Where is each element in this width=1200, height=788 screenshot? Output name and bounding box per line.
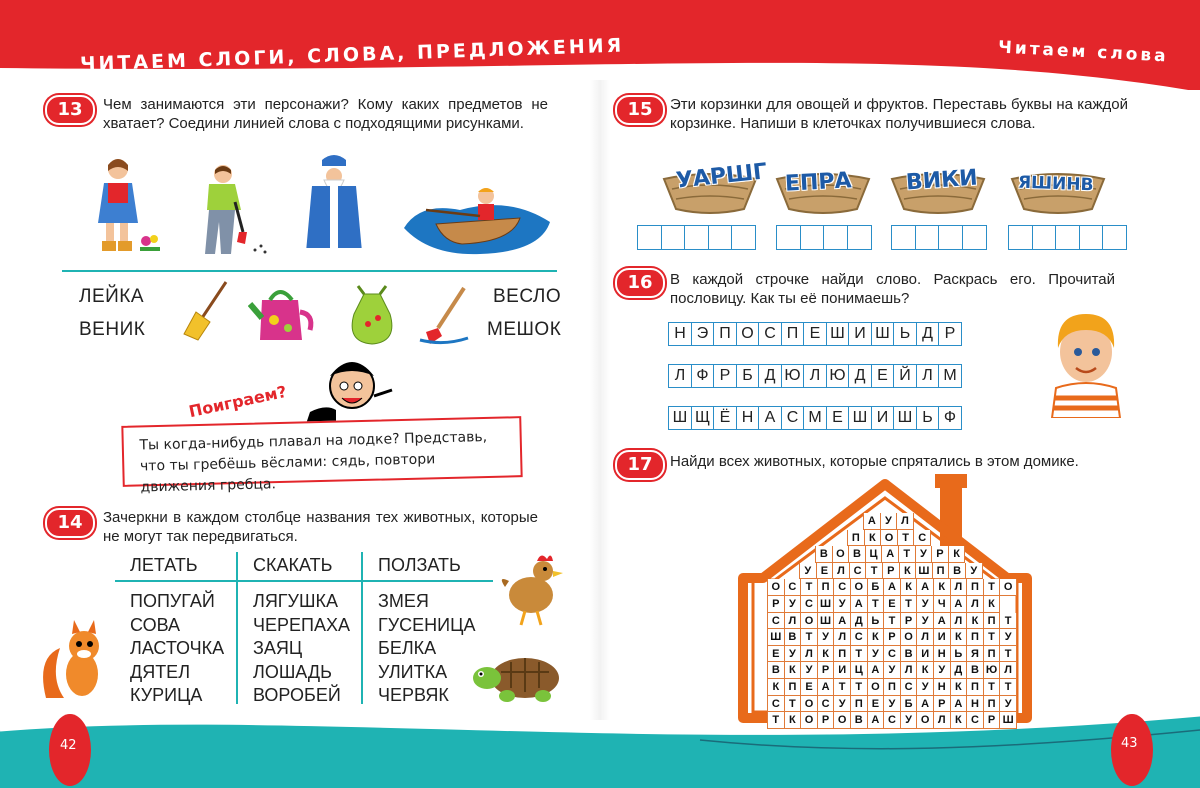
column-items-jump: ЛЯГУШКА ЧЕРЕПАХА ЗАЯЦ ЛОШАДЬ ВОРОБЕЙ bbox=[253, 591, 350, 705]
column-head-underline bbox=[115, 580, 493, 582]
page-number-left: 42 bbox=[60, 738, 77, 753]
turtle-illustration bbox=[467, 648, 567, 706]
basket-1-letters: УАРШГ bbox=[674, 159, 769, 194]
grid-row-9: Е У Л К П Т У С В И Н Ь Я П Т bbox=[767, 646, 1017, 663]
page-number-right: 43 bbox=[1121, 736, 1138, 751]
task-number-13: 13 bbox=[45, 95, 95, 125]
column-items-crawl: ЗМЕЯ ГУСЕНИЦА БЕЛКА УЛИТКА ЧЕРВЯК bbox=[378, 591, 476, 705]
divider-line-13 bbox=[62, 270, 557, 272]
grid-row-11: К П Е А Т Т О П С У Н К П Т Т bbox=[767, 679, 1017, 696]
page-title-left: ЧИТАЕМ СЛОГИ, СЛОВА, ПРЕДЛОЖЕНИЯ bbox=[79, 34, 625, 76]
task-number-14: 14 bbox=[45, 508, 95, 538]
grid-row-7: С Л О Ш А Д Ь Т Р У А Л К П Т bbox=[767, 613, 1017, 630]
squirrel-illustration bbox=[40, 618, 110, 703]
letter-row-2[interactable]: Л Ф Р Б Д Ю Л Ю Д Е Й Л М bbox=[668, 364, 961, 388]
grid-row-3: В О В Ц А Т У Р К bbox=[815, 546, 965, 563]
broom-icon bbox=[182, 280, 230, 342]
hen-illustration bbox=[497, 547, 567, 629]
sack-icon bbox=[344, 284, 400, 346]
task-number-16: 16 bbox=[615, 268, 665, 298]
basket-3-letters: ВИКИ bbox=[905, 165, 979, 196]
column-divider-1 bbox=[236, 552, 238, 704]
cartoon-boy-illustration bbox=[296, 352, 396, 424]
answer-boxes-3[interactable] bbox=[891, 225, 985, 250]
grid-row-2: П К О Т С bbox=[847, 530, 931, 547]
column-head-fly: ЛЕТАТЬ bbox=[130, 555, 198, 575]
grid-row-12: С Т О С У П Е У Б А Р А Н П У bbox=[767, 696, 1017, 713]
answer-boxes-2[interactable] bbox=[776, 225, 870, 250]
grid-row-1: А У Л bbox=[863, 513, 914, 530]
column-divider-2 bbox=[361, 552, 363, 704]
curly-boy-illustration bbox=[1048, 308, 1124, 418]
oar-icon bbox=[418, 286, 470, 346]
task-number-15: 15 bbox=[615, 95, 665, 125]
letter-row-3[interactable]: Ш Щ Ё Н А С М Е Ш И Ш Ь Ф bbox=[668, 406, 961, 430]
grid-row-10: В К У Р И Ц А У Л К У Д В Ю Л bbox=[767, 662, 1017, 679]
task-15-text: Эти корзинки для овощей и фруктов. Переставь буквы на каждой корзинке. Напиши в клеточках получившиеся слова. bbox=[670, 96, 1128, 132]
column-items-fly: ПОПУГАЙ СОВА ЛАСТОЧКА ДЯТЕЛ КУРИЦА bbox=[130, 591, 225, 705]
letter-row-1[interactable]: Н Э П О С П Е Ш И Ш Ь Д Р bbox=[668, 322, 961, 346]
watering-can-icon bbox=[248, 282, 318, 344]
word-venik: ВЕНИК bbox=[79, 319, 146, 340]
answer-boxes-1[interactable] bbox=[637, 225, 755, 250]
task-16-text: В каждой строчке найди слово. Раскрась его. Прочитай пословицу. Как ты её понимаешь? bbox=[670, 271, 1115, 307]
task-17-text: Найди всех животных, которые спрятались в этом домике. bbox=[670, 453, 1079, 470]
play-text: Ты когда-нибудь плавал на лодке? Представь, что ты гребёшь вёслами: сядь, повтори движения гребца. bbox=[139, 429, 488, 496]
task-13-text: Чем занимаются эти персонажи? Кому каких предметов не хватает? Соедини линией слова с подходящими рисунками. bbox=[103, 96, 548, 132]
grid-row-8: Ш В Т У Л С К Р О Л И К П Т У bbox=[767, 629, 1017, 646]
page-title-right: Читаем слова bbox=[997, 37, 1170, 67]
column-head-jump: СКАКАТЬ bbox=[253, 555, 333, 575]
task-14-text: Зачеркни в каждом столбце названия тех животных, которые не могут так передвигаться. bbox=[103, 509, 538, 545]
girl-watering-illustration bbox=[88, 155, 168, 255]
basket-2-letters: ЕПРА bbox=[784, 168, 853, 197]
column-head-crawl: ПОЛЗАТЬ bbox=[378, 555, 461, 575]
answer-boxes-4[interactable] bbox=[1008, 225, 1126, 250]
word-meshok: МЕШОК bbox=[487, 319, 562, 340]
word-veslo: ВЕСЛО bbox=[493, 286, 562, 307]
grid-row-6: Р У С Ш У А Т Е Т У Ч А Л К bbox=[767, 596, 1000, 613]
basket-4-letters: ЯШИНВ bbox=[1017, 172, 1094, 196]
man-sweeping-illustration bbox=[195, 162, 275, 257]
boy-rowing-illustration bbox=[400, 188, 555, 258]
task-number-17: 17 bbox=[615, 450, 665, 480]
play-label: Поиграем? bbox=[187, 381, 289, 422]
father-frost-illustration bbox=[300, 152, 370, 257]
page-fold bbox=[590, 80, 610, 720]
word-leika: ЛЕЙКА bbox=[79, 286, 145, 307]
grid-row-13: Т К О Р О В А С У О Л К С Р Ш bbox=[767, 712, 1017, 729]
grid-row-5: О С Т П С О Б А К А К Л П Т О bbox=[767, 579, 1017, 596]
grid-row-4: У Е Л С Т Р К Ш П В У bbox=[799, 563, 983, 580]
